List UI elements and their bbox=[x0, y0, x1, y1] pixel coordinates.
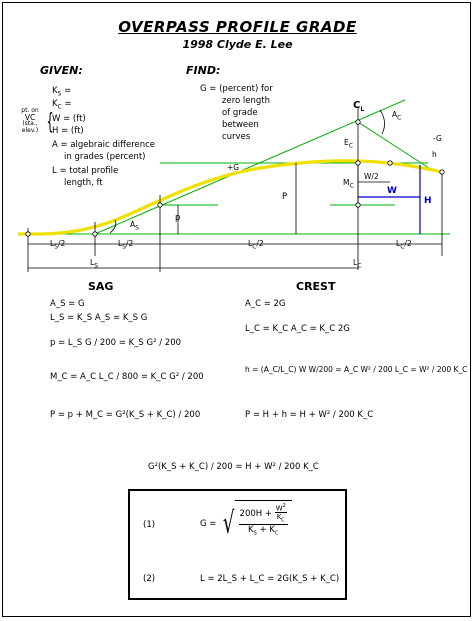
point-crest bbox=[356, 161, 360, 165]
crest-eq-1: A_C = 2G bbox=[245, 299, 286, 309]
sag-heading: SAG bbox=[88, 280, 114, 293]
given-a-2: in grades (percent) bbox=[64, 152, 146, 162]
lc-label: $L_C$ bbox=[353, 258, 362, 270]
p-small-label: p bbox=[175, 213, 181, 223]
given-kc: $K_C$ = bbox=[52, 99, 72, 111]
given-ks: $K_S$ = bbox=[52, 86, 72, 98]
point-pvi-sag bbox=[158, 203, 162, 207]
vc-note: pt. on VC (sta., elev.) bbox=[21, 107, 39, 134]
find-heading: FIND: bbox=[186, 64, 221, 77]
result-eq-1: G = √ 200H + $\frac{W^2}{K_C}$ $K_S + K_C$ bbox=[200, 500, 292, 548]
result-label-2: (2) bbox=[143, 574, 156, 584]
w-half-label: W/2 bbox=[364, 172, 379, 181]
given-h: H = (ft) bbox=[52, 126, 84, 136]
crest-eq-3: h = (A_C/L_C) W W/200 = A_C W² / 200 L_C = W² / 200 K_C bbox=[245, 365, 468, 374]
given-heading: GIVEN: bbox=[40, 64, 83, 77]
find-line-5: curves bbox=[222, 132, 251, 142]
ls-half-2-label: $L_S/2$ bbox=[118, 239, 134, 251]
lc-half-2-label: $L_C/2$ bbox=[396, 239, 412, 251]
w-label: W bbox=[387, 186, 397, 196]
given-a-1: A = algebraic difference bbox=[52, 140, 156, 150]
crest-heading: CREST bbox=[296, 280, 336, 293]
pos-g-label: +G bbox=[227, 163, 240, 172]
sag-eq-2: L_S = K_S A_S = K_S G bbox=[50, 313, 148, 323]
result-label-1: (1) bbox=[143, 520, 156, 530]
crest-eq-4: P = H + h = H + W² / 200 K_C bbox=[245, 410, 374, 420]
ec-label: $E_C$ bbox=[344, 138, 353, 150]
find-line-4: between bbox=[222, 120, 259, 130]
ac-arc bbox=[380, 110, 385, 134]
mc-label: $M_C$ bbox=[343, 178, 354, 190]
sag-eq-3: p = L_S G / 200 = K_S G² / 200 bbox=[50, 338, 182, 348]
h-small-label: h bbox=[432, 150, 437, 159]
given-w: W = (ft) bbox=[52, 114, 86, 124]
neg-g-label: -G bbox=[433, 134, 442, 143]
find-line-2: zero length bbox=[222, 96, 270, 106]
ls-label: $L_S$ bbox=[90, 258, 98, 270]
combined-eq: G²(K_S + K_C) / 200 = H + W² / 200 K_C bbox=[148, 462, 319, 472]
p-big-label: P bbox=[282, 192, 288, 202]
given-l-1: L = total profile bbox=[52, 166, 119, 176]
lc-half-1-label: $L_C/2$ bbox=[248, 239, 264, 251]
sag-eq-1: A_S = G bbox=[50, 299, 85, 309]
ls-half-1-label: $L_S/2$ bbox=[50, 239, 66, 251]
cl-label: $C_L$ bbox=[353, 100, 365, 113]
crest-eq-2: L_C = K_C A_C = K_C 2G bbox=[245, 324, 350, 334]
find-line-3: of grade bbox=[222, 108, 258, 118]
brace: { bbox=[46, 110, 54, 135]
sag-eq-4: M_C = A_C L_C / 800 = K_C G² / 200 bbox=[50, 372, 204, 382]
point-start bbox=[26, 232, 30, 236]
as-label: $A_S$ bbox=[130, 220, 139, 232]
point-end bbox=[440, 170, 444, 174]
given-l-2: length, ft bbox=[64, 178, 103, 188]
point-underpass bbox=[356, 203, 360, 207]
point-w bbox=[388, 161, 392, 165]
result-eq-2: L = 2L_S + L_C = 2G(K_S + K_C) bbox=[200, 574, 340, 584]
page-subtitle: 1998 Clyde E. Lee bbox=[182, 38, 293, 51]
point-pvi-crest bbox=[356, 120, 360, 124]
h-big-label: H bbox=[424, 196, 432, 206]
sag-eq-5: P = p + M_C = G²(K_S + K_C) / 200 bbox=[50, 410, 201, 420]
point-bvc bbox=[93, 232, 97, 236]
ac-label: $A_C$ bbox=[392, 110, 402, 122]
page-title: OVERPASS PROFILE GRADE bbox=[118, 18, 357, 36]
find-line-1: G = (percent) for bbox=[200, 84, 273, 94]
